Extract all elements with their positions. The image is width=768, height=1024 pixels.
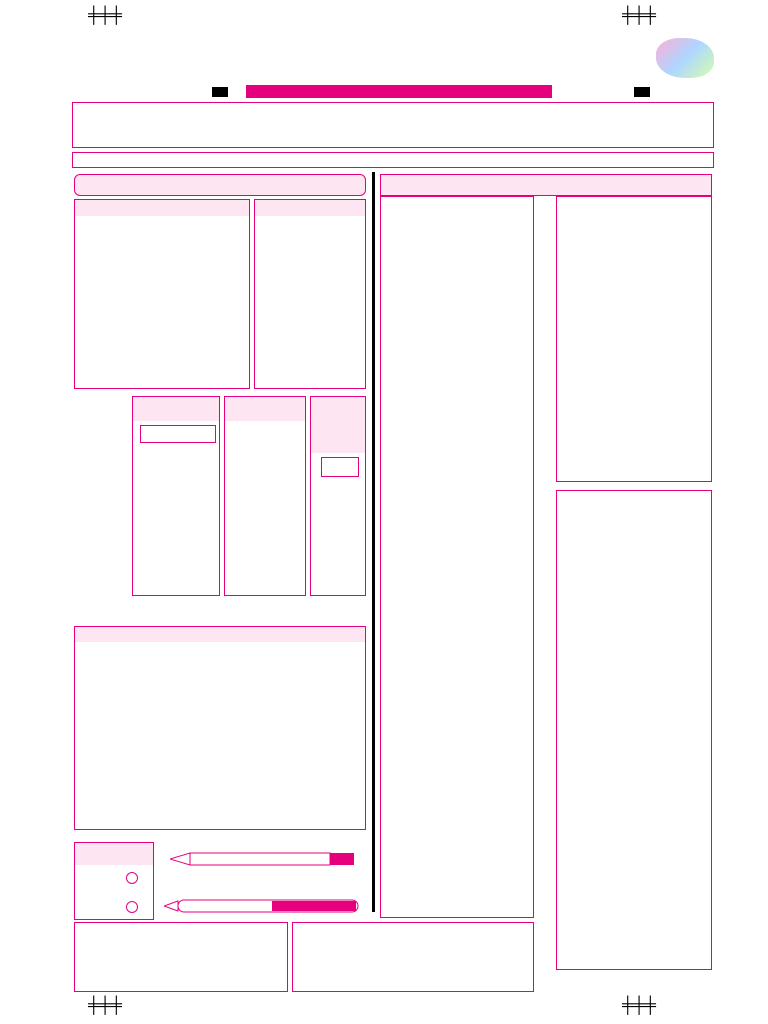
invigilator-signature-box[interactable] <box>292 922 534 992</box>
pencil-icon <box>170 852 356 866</box>
gender-section <box>74 842 154 920</box>
timing-mark <box>212 87 228 97</box>
classes-note-box <box>556 490 712 970</box>
registration-mark: ╪╪╪ <box>622 7 657 24</box>
registration-mark: ╪╪╪ <box>622 997 657 1014</box>
roll-section <box>224 396 306 596</box>
student-name-section <box>72 102 714 148</box>
personal-details-header <box>74 174 366 196</box>
gender-male-bubble[interactable] <box>126 872 138 884</box>
qpset-input-box[interactable] <box>321 457 359 477</box>
answers-column-2 <box>556 196 712 482</box>
mobile-section <box>74 626 366 830</box>
registration-mark: ╪╪╪ <box>88 7 123 24</box>
question-paper-set-section <box>310 396 366 596</box>
gender-female-bubble[interactable] <box>126 901 138 913</box>
student-signature-box[interactable] <box>74 922 288 992</box>
school-code-section <box>74 199 250 389</box>
registration-mark: ╪╪╪ <box>88 997 123 1014</box>
important-note <box>72 152 714 168</box>
center-divider <box>372 172 375 912</box>
class-section <box>254 199 366 389</box>
answers-header <box>380 174 712 196</box>
pen-icon <box>164 898 360 914</box>
brain-graphic <box>656 38 714 78</box>
timing-mark <box>634 87 650 97</box>
section-section <box>132 396 220 596</box>
answers-column-1 <box>380 196 534 918</box>
notice-banner <box>246 85 552 98</box>
section-input-box[interactable] <box>140 425 216 443</box>
